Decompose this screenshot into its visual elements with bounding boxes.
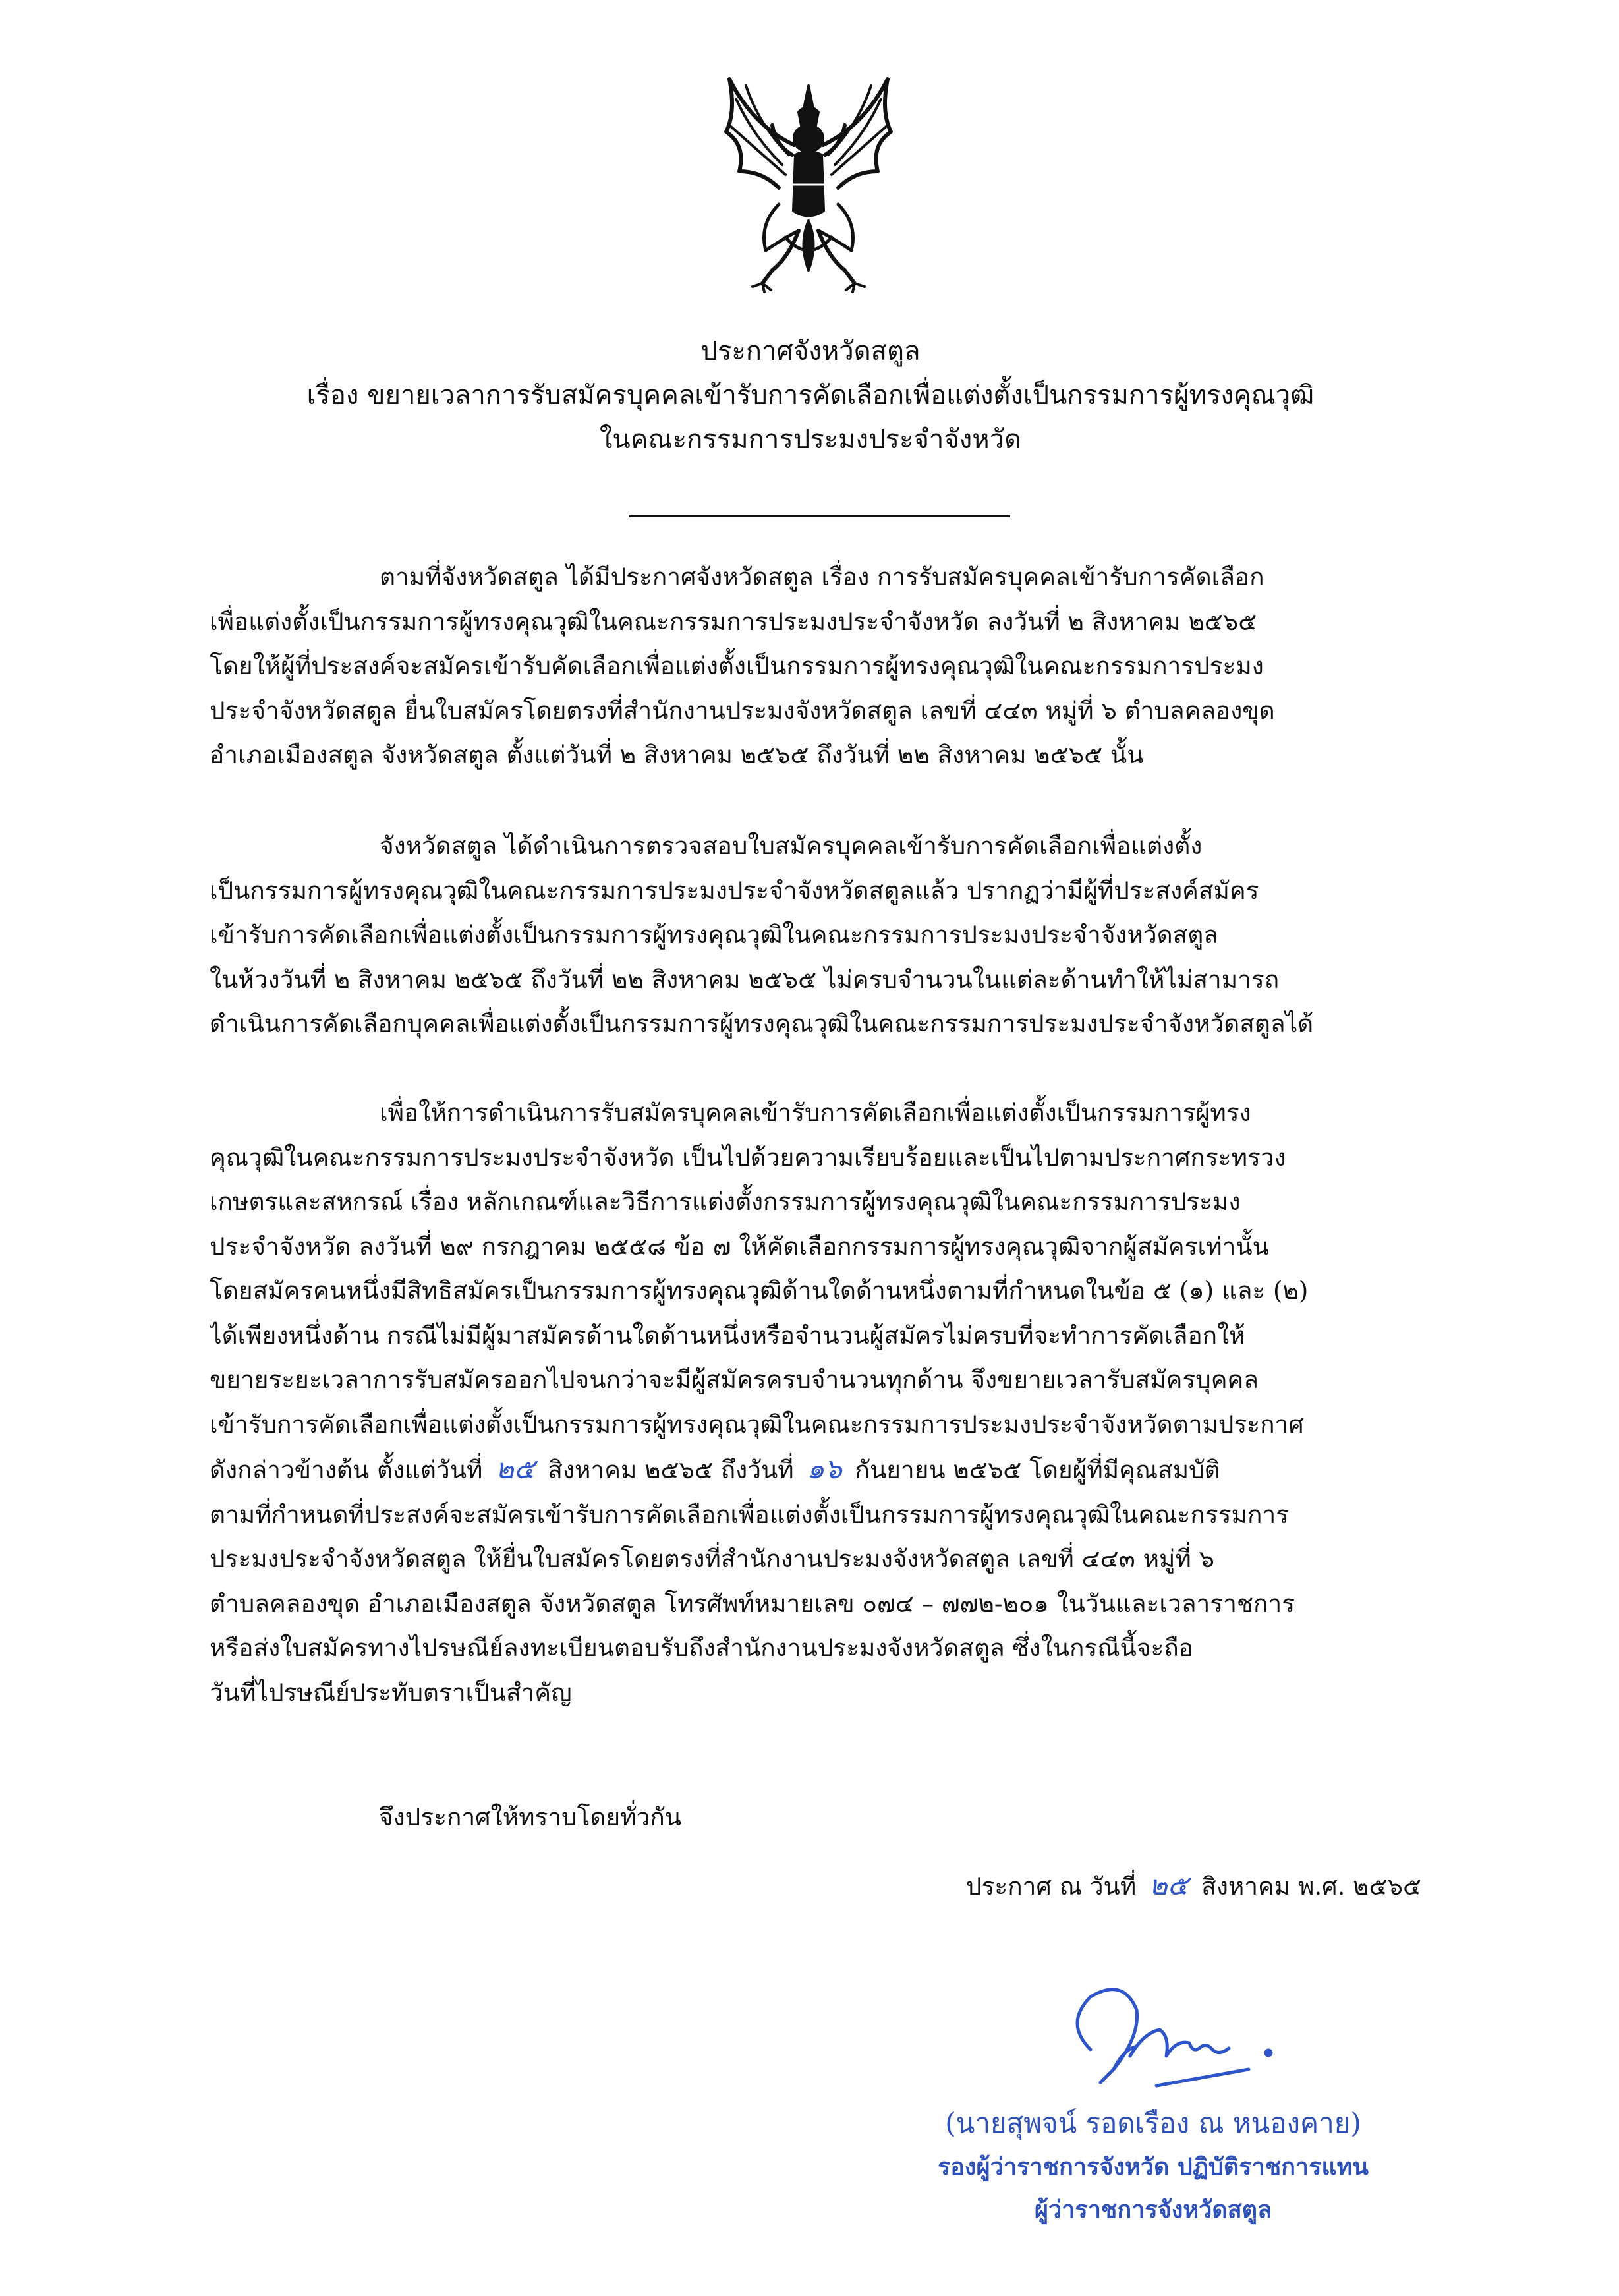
paragraph-line: เพื่อให้การดำเนินการรับสมัครบุคคลเข้ารับการคัดเลือกเพื่อแต่งตั้งเป็นกรรมการผู้ทรง <box>380 1099 1251 1127</box>
paragraph-line: โดยสมัครคนหนึ่งมีสิทธิสมัครเป็นกรรมการผู้ทรงคุณวุฒิด้านใดด้านหนึ่งตามที่กำหนดในข้อ ๕ (๑) และ (๒) <box>210 1277 1309 1305</box>
paragraph-line: จังหวัดสตูล ได้ดำเนินการตรวจสอบใบสมัครบุคคลเข้ารับการคัดเลือกเพื่อแต่งตั้ง <box>380 832 1203 860</box>
paragraph-line: เกษตรและสหกรณ์ เรื่อง หลักเกณฑ์และวิธีการแต่งตั้งกรรมการผู้ทรงคุณวุฒิในคณะกรรมการประมง <box>210 1188 1241 1216</box>
signer-position: รองผู้ว่าราชการจังหวัด ปฏิบัติราชการแทน <box>937 2154 1369 2181</box>
handwritten-end-day: ๑๖ <box>807 1452 842 1485</box>
document-title: ประกาศจังหวัดสตูล <box>700 336 921 366</box>
paragraph-line-dated <box>210 1447 1433 1493</box>
paragraph-line: ได้เพียงหนึ่งด้าน กรณีไม่มีผู้มาสมัครด้านใดด้านหนึ่งหรือจำนวนผู้สมัครไม่ครบที่จะทำการคัดเลือกให้ <box>210 1321 1245 1350</box>
header <box>198 330 1423 462</box>
paragraph-line: ตำบลคลองขุด อำเภอเมืองสตูล จังหวัดสตูล โทรศัพท์หมายเลข ๐๗๔ – ๗๗๒-๒๐๑ ในวันและเวลาราชการ <box>210 1589 1295 1618</box>
announcement-date <box>966 1863 1421 1909</box>
dated-line-part-3: กันยายน ๒๕๖๕ โดยผู้ที่มีคุณสมบัติ <box>855 1456 1220 1484</box>
date-suffix: สิงหาคม พ.ศ. ๒๕๖๕ <box>1201 1872 1421 1901</box>
paragraph-line: เพื่อแต่งตั้งเป็นกรรมการผู้ทรงคุณวุฒิในคณะกรรมการประมงประจำจังหวัด ลงวันที่ ๒ สิงหาคม ๒๕๖๕ <box>210 607 1257 636</box>
paragraph-line: ประมงประจำจังหวัดสตูล ให้ยื่นใบสมัครโดยตรงที่สำนักงานประมงจังหวัดสตูล เลขที่ ๔๔๓ หมู่ที่ ๖ <box>210 1545 1214 1573</box>
signer-name: (นายสุพจน์ รอดเรือง ณ หนองคาย) <box>945 2107 1361 2139</box>
paragraph-line: เข้ารับการคัดเลือกเพื่อแต่งตั้งเป็นกรรมการผู้ทรงคุณวุฒิในคณะกรรมการประมงประจำจังหวัดสตูล <box>210 921 1218 949</box>
paragraph-line: อำเภอเมืองสตูล จังหวัดสตูล ตั้งแต่วันที่ ๒ สิงหาคม ๒๕๖๕ ถึงวันที่ ๒๒ สิงหาคม ๒๕๖๕ นั้น <box>210 741 1144 769</box>
paragraph-3 <box>210 1091 1433 1715</box>
closing-statement: จึงประกาศให้ทราบโดยทั่วกัน <box>379 1803 682 1831</box>
paragraph-line: หรือส่งใบสมัครทางไปรษณีย์ลงทะเบียนตอบรับถึงสำนักงานประมงจังหวัดสตูล ซึ่งในกรณีนี้จะถือ <box>210 1634 1194 1662</box>
paragraph-line: วันที่ไปรษณีย์ประทับตราเป็นสำคัญ <box>210 1678 572 1707</box>
paragraph-line: ในห้วงวันที่ ๒ สิงหาคม ๒๕๖๕ ถึงวันที่ ๒๒ สิงหาคม ๒๕๖๕ ไม่ครบจำนวนในแต่ละด้านทำให้ไม่สามารถ <box>210 965 1280 994</box>
document-subject-line-1: เรื่อง ขยายเวลาการรับสมัครบุคคลเข้ารับการคัดเลือกเพื่อแต่งตั้งเป็นกรรมการผู้ทรงคุณวุฒิ <box>306 380 1315 411</box>
paragraph-2 <box>210 824 1433 1047</box>
paragraph-line: ตามที่กำหนดที่ประสงค์จะสมัครเข้ารับการคัดเลือกเพื่อแต่งตั้งเป็นกรรมการผู้ทรงคุณวุฒิในคณะกรรมการ <box>210 1500 1289 1529</box>
paragraph-line: คุณวุฒิในคณะกรรมการประมงประจำจังหวัด เป็นไปด้วยความเรียบร้อยและเป็นไปตามประกาศกระทรวง <box>210 1143 1286 1172</box>
handwritten-day: ๒๕ <box>1149 1869 1189 1901</box>
date-prefix: ประกาศ ณ วันที่ <box>966 1872 1137 1901</box>
dated-line-part-1: ดังกล่าวข้างต้น ตั้งแต่วันที่ <box>210 1456 483 1484</box>
paragraph-line: ประจำจังหวัดสตูล ยื่นใบสมัครโดยตรงที่สำนักงานประมงจังหวัดสตูล เลขที่ ๔๔๓ หมู่ที่ ๖ ตำบลคลองขุด <box>210 696 1275 725</box>
paragraph-line: ประจำจังหวัด ลงวันที่ ๒๙ กรกฎาคม ๒๕๕๘ ข้อ ๗ ให้คัดเลือกกรรมการผู้ทรงคุณวุฒิจากผู้สมัครเท่านั้น <box>210 1232 1269 1261</box>
paragraph-line: ขยายระยะเวลาการรับสมัครออกไปจนกว่าจะมีผู้สมัครครบจำนวนทุกด้าน จึงขยายเวลารับสมัครบุคคล <box>210 1365 1259 1394</box>
signer-title: ผู้ว่าราชการจังหวัดสตูล <box>1034 2196 1272 2224</box>
paragraph-line: โดยให้ผู้ที่ประสงค์จะสมัครเข้ารับคัดเลือกเพื่อแต่งตั้งเป็นกรรมการผู้ทรงคุณวุฒิในคณะกรรมการประมง <box>210 652 1264 680</box>
paragraph-line: ตามที่จังหวัดสตูล ได้มีประกาศจังหวัดสตูล เรื่อง การรับสมัครบุคคลเข้ารับการคัดเลือก <box>380 563 1264 591</box>
signature <box>1051 1970 1295 2102</box>
dated-line-part-2: สิงหาคม ๒๕๖๕ ถึงวันที่ <box>548 1456 794 1484</box>
paragraph-line: ดำเนินการคัดเลือกบุคคลเพื่อแต่งตั้งเป็นกรรมการผู้ทรงคุณวุฒิในคณะกรรมการประมงประจำจังหวัดสตูลได้ <box>210 1010 1314 1038</box>
title-divider <box>629 515 1010 517</box>
paragraph-1 <box>210 555 1433 778</box>
garuda-emblem <box>700 72 917 297</box>
document-subject-line-2: ในคณะกรรมการประมงประจำจังหวัด <box>599 424 1022 455</box>
paragraph-line: เข้ารับการคัดเลือกเพื่อแต่งตั้งเป็นกรรมการผู้ทรงคุณวุฒิในคณะกรรมการประมงประจำจังหวัดตามประกาศ <box>210 1410 1304 1439</box>
handwritten-start-day: ๒๕ <box>496 1452 535 1485</box>
paragraph-line: เป็นกรรมการผู้ทรงคุณวุฒิในคณะกรรมการประมงประจำจังหวัดสตูลแล้ว ปรากฏว่ามีผู้ที่ประสงค์สมัคร <box>210 876 1259 905</box>
